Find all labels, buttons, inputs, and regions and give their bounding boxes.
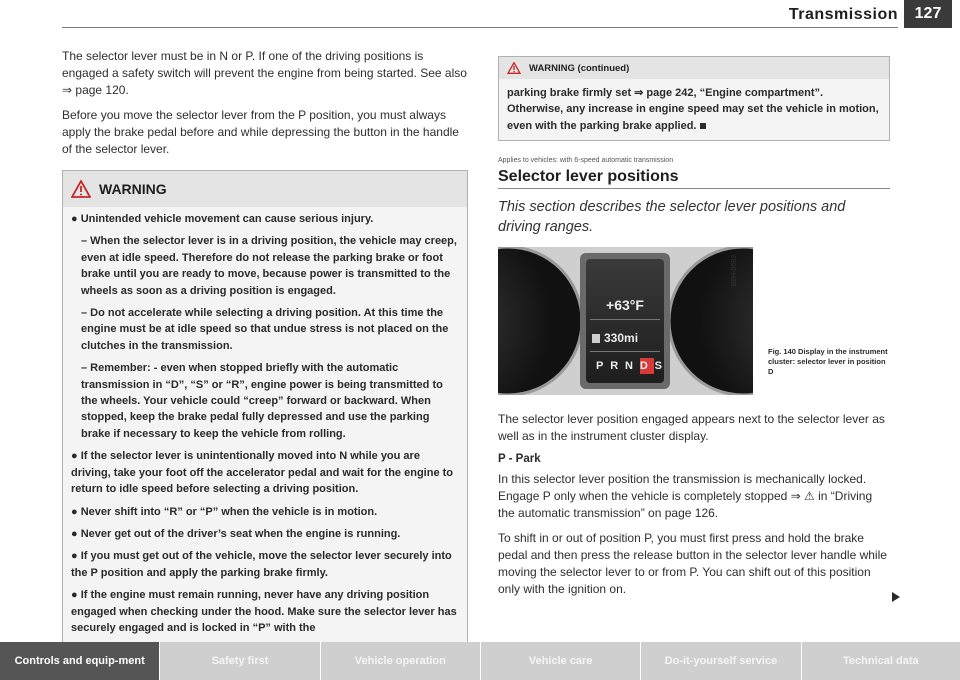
footer-tab-safety[interactable]: Safety first: [159, 642, 319, 680]
gear-n: N: [625, 360, 633, 373]
warning-item: ● If the engine must remain running, never have any driving position engaged when checking under the hood. Make sure the selector lever has securely engaged and is locked in “P” with the: [71, 589, 457, 634]
footer-nav: [0, 642, 960, 680]
section-intro: This section describes the selector lever positions and driving ranges.: [498, 199, 846, 236]
gear-p: P: [596, 360, 604, 373]
warning-item: ● Unintended vehicle movement can cause serious injury.: [71, 213, 374, 225]
after-figure-paragraph: The selector lever position engaged appears next to the selector lever as well as in the instrument cluster display.: [498, 412, 885, 444]
warning-item: – Remember: - even when stopped briefly with the automatic transmission in “D”, “S” or “R”, engine power is being transmitted to the wheels. Your vehicle could “creep” forward or backward. When stopped, keep the brake pedal fully depressed and use the parking brake if necessary to keep the vehicle from rolling.: [81, 362, 443, 440]
warning-body: [63, 207, 467, 644]
footer-tab-vehicle-care[interactable]: Vehicle care: [480, 642, 640, 680]
footer-tab-vehicle-operation[interactable]: Vehicle operation: [320, 642, 480, 680]
left-column: [62, 48, 468, 645]
warning-header: [63, 171, 467, 207]
figure-140: [498, 247, 890, 397]
warning-item: – When the selector lever is in a driving position, the vehicle may creep, even at idle speed. Therefore do not release the parking brake or foot brake until you are ready to move, because power is transmitted to the wheels as soon as a driving position is engaged.: [81, 235, 457, 297]
figure-caption-text: Display in the instrument cluster: selector lever in position D: [768, 347, 888, 377]
intro-paragraph-2: Before you move the selector lever from the P position, you must always apply the brake pedal before and while depressing the button in the handle of the selector lever.: [62, 108, 459, 156]
cluster-range: 330mi: [604, 331, 639, 346]
footer-tab-technical-data[interactable]: Technical data: [801, 642, 960, 680]
warning-item: ● Never get out of the driver’s seat when the engine is running.: [71, 527, 401, 540]
cluster-illustration: [498, 247, 753, 395]
instrument-cluster-image: [498, 247, 753, 395]
figure-caption: [768, 347, 888, 377]
gear-r: R: [610, 360, 619, 373]
right-column: [498, 56, 890, 606]
page-number: 127: [904, 0, 952, 28]
warning-item: ● Never shift into “R” or “P” when the vehicle is in motion.: [71, 505, 378, 518]
end-square-icon: [700, 123, 706, 129]
applies-to-note: Applies to vehicles: with 6-speed automatic transmission: [498, 157, 674, 165]
warning-continued-box: [498, 56, 890, 141]
figure-caption-label: Fig. 140: [768, 347, 796, 357]
footer-tab-diy-service[interactable]: Do-it-yourself service: [640, 642, 800, 680]
header-rule: [62, 27, 898, 28]
park-heading: P - Park: [498, 453, 541, 466]
intro-paragraph-1: The selector lever must be in N or P. If one of the driving positions is engaged a safety switch will prevent the engine from being started. See also ⇒ page 120.: [62, 49, 467, 97]
warning-box: [62, 170, 468, 645]
warning-title: WARNING: [99, 181, 167, 197]
warning-continued-text: parking brake firmly set ⇒ page 242, “Engine compartment”. Otherwise, any increase in engine speed may set the vehicle in motion, even with the parking brake applied.: [507, 87, 879, 132]
warning-triangle-icon: [71, 180, 91, 198]
gear-s: S: [654, 360, 662, 373]
warning-item: ● If the selector lever is unintentionally moved into N while you are driving, take your foot off the accelerator pedal and wait for the engine to return to idle speed before selecting a driving position.: [71, 450, 453, 496]
gear-display: [596, 360, 662, 372]
warning-continued-title: WARNING (continued): [529, 62, 630, 74]
warning-triangle-icon: [507, 62, 521, 74]
warning-continued-body: [499, 79, 889, 140]
cluster-temperature: +63°F: [606, 297, 644, 314]
warning-item: ● If you must get out of the vehicle, move the selector lever securely into the P position and apply the parking brake firmly.: [71, 550, 452, 579]
gear-d: D: [639, 360, 648, 373]
footer-tab-controls[interactable]: Controls and equip-ment: [0, 642, 159, 680]
continue-arrow-icon: [892, 592, 900, 602]
warning-item: – Do not accelerate while selecting a driving position. At this time the engine must be at idle speed so that undue stress is not placed on the clutches in the transmission.: [81, 307, 449, 352]
figure-code: B8H-0692: [731, 255, 738, 287]
park-paragraph-1: In this selector lever position the transmission is mechanically locked. Engage P only when the vehicle is completely stopped ⇒ ⚠ in “Driving the automatic transmission” on page 126.: [498, 472, 873, 521]
park-paragraph-2: To shift in or out of position P, you must first press and hold the brake pedal and then press the release button in the selector lever handle while moving the selector lever to or from P. You can shift out of this position only with the ignition on.: [498, 531, 887, 597]
page-header-title: Transmission: [788, 6, 898, 23]
warning-continued-header: [499, 57, 889, 79]
warning-continued-para: [507, 85, 881, 134]
section-title: Selector lever positions: [498, 168, 890, 189]
